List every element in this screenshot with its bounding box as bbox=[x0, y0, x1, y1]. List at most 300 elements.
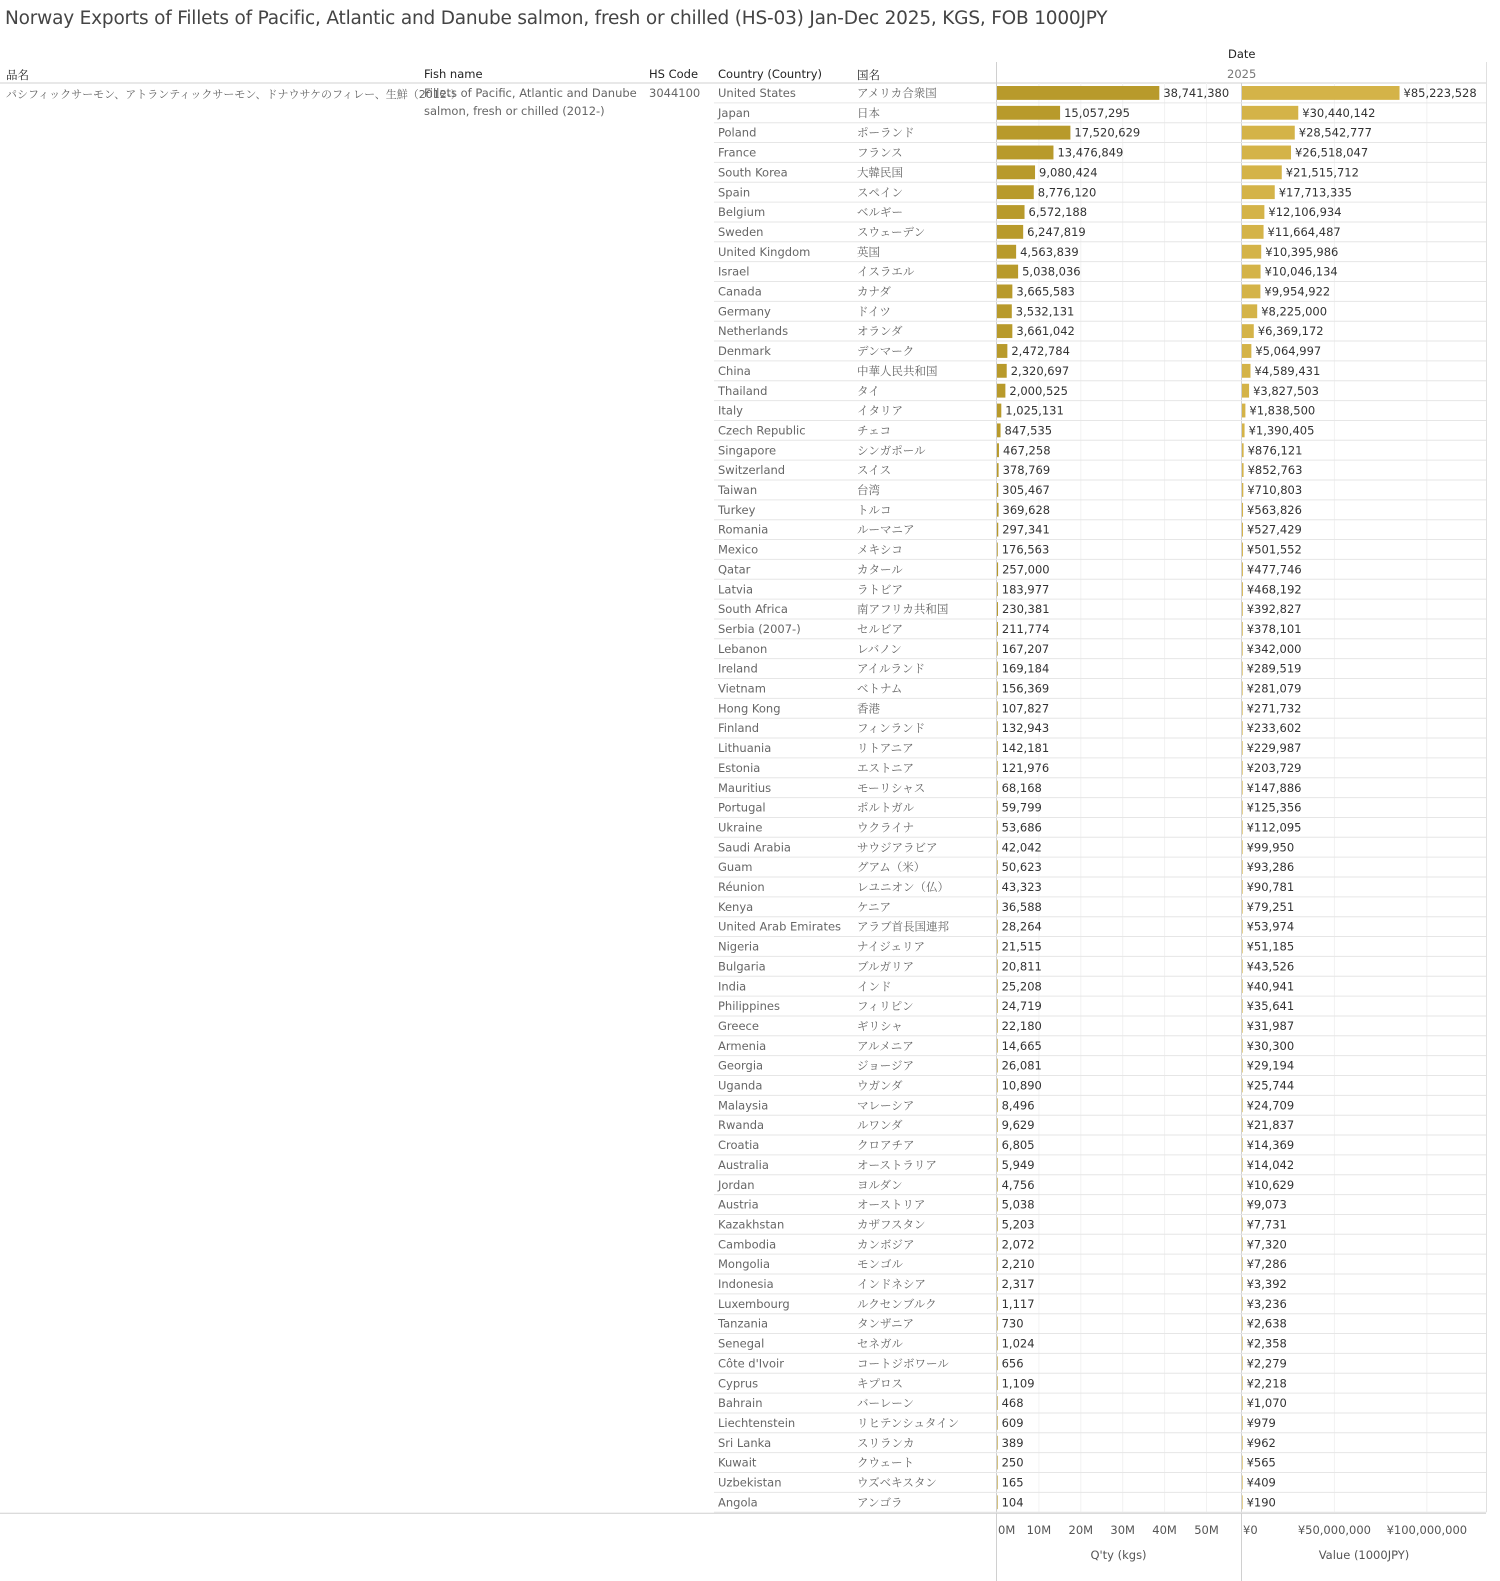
country-name-ja: タンザニア bbox=[857, 1316, 915, 1331]
qty-bar-label: 15,057,295 bbox=[1064, 105, 1130, 120]
value-bar bbox=[1242, 860, 1243, 874]
value-bar bbox=[1242, 940, 1243, 954]
value-bar-label: ¥43,526 bbox=[1246, 959, 1295, 974]
value-bar bbox=[1242, 1495, 1243, 1509]
value-bar bbox=[1242, 582, 1243, 596]
country-name-ja: エストニア bbox=[857, 760, 915, 775]
country-name-ja: ブルガリア bbox=[857, 959, 915, 974]
qty-bar bbox=[997, 602, 998, 616]
country-name: Lithuania bbox=[718, 741, 772, 756]
value-bar bbox=[1242, 265, 1261, 279]
value-bar-label: ¥203,729 bbox=[1246, 760, 1302, 775]
value-bar bbox=[1242, 1257, 1243, 1271]
country-name-ja: タイ bbox=[857, 383, 880, 398]
country-name-ja: スペイン bbox=[857, 185, 903, 200]
qty-bar bbox=[997, 304, 1012, 318]
value-bar-label: ¥90,781 bbox=[1246, 880, 1295, 894]
qty-bar-label: 468 bbox=[1001, 1396, 1024, 1411]
value-bar bbox=[1242, 1456, 1243, 1470]
country-name-ja: セルビア bbox=[857, 621, 903, 636]
country-name: Lebanon bbox=[718, 641, 768, 656]
value-bar bbox=[1242, 1138, 1243, 1152]
qty-axis-tick: 30M bbox=[1110, 1523, 1135, 1538]
qty-bar-label: 165 bbox=[1001, 1475, 1024, 1490]
value-bar-label: ¥852,763 bbox=[1247, 463, 1303, 478]
country-name: Poland bbox=[718, 125, 757, 140]
value-bar-label: ¥12,106,934 bbox=[1268, 205, 1342, 220]
qty-bar-label: 378,769 bbox=[1002, 463, 1051, 478]
country-name-ja: モーリシャス bbox=[857, 780, 926, 795]
value-bar-label: ¥10,629 bbox=[1246, 1177, 1295, 1192]
country-name-ja: ウガンダ bbox=[857, 1078, 903, 1093]
qty-bar bbox=[997, 1317, 998, 1331]
country-name-ja: ベルギー bbox=[857, 205, 903, 220]
value-bar bbox=[1242, 920, 1243, 934]
qty-bar-label: 847,535 bbox=[1004, 423, 1053, 438]
country-name-ja: リヒテンシュタイン bbox=[857, 1415, 960, 1430]
qty-bar bbox=[997, 205, 1025, 219]
country-name: Armenia bbox=[718, 1038, 767, 1053]
qty-bar bbox=[997, 880, 998, 894]
value-bar-label: ¥233,602 bbox=[1246, 721, 1302, 736]
qty-bar bbox=[997, 1039, 998, 1053]
qty-axis-title: Q'ty (kgs) bbox=[1090, 1548, 1147, 1563]
value-bar-label: ¥26,518,047 bbox=[1295, 145, 1369, 160]
country-name: South Africa bbox=[718, 602, 788, 617]
qty-bar-label: 42,042 bbox=[1001, 840, 1042, 855]
value-bar-label: ¥10,046,134 bbox=[1264, 264, 1338, 279]
qty-bar bbox=[997, 344, 1007, 358]
qty-bar-label: 1,025,131 bbox=[1005, 403, 1064, 418]
qty-bar-label: 467,258 bbox=[1002, 443, 1051, 458]
country-name: Mexico bbox=[718, 542, 759, 557]
qty-bar-label: 167,207 bbox=[1001, 641, 1050, 656]
country-name-ja: ウズベキスタン bbox=[857, 1475, 937, 1490]
country-name: Italy bbox=[718, 403, 743, 418]
qty-bar-label: 5,203 bbox=[1001, 1217, 1035, 1232]
qty-bar-label: 50,623 bbox=[1001, 860, 1042, 875]
value-bar bbox=[1242, 463, 1244, 477]
qty-bar-label: 3,532,131 bbox=[1015, 304, 1075, 319]
value-bar-label: ¥1,070 bbox=[1246, 1396, 1287, 1411]
qty-bar bbox=[997, 285, 1012, 299]
qty-bar-label: 59,799 bbox=[1001, 800, 1042, 815]
country-name-ja: レユニオン（仏） bbox=[857, 880, 949, 894]
value-bar-label: ¥342,000 bbox=[1246, 641, 1302, 656]
qty-bar bbox=[997, 1337, 998, 1351]
qty-bar bbox=[997, 463, 999, 477]
qty-bar bbox=[997, 1098, 998, 1112]
qty-bar-label: 2,320,697 bbox=[1010, 363, 1070, 378]
country-name: Mongolia bbox=[718, 1257, 771, 1272]
country-name: Singapore bbox=[718, 443, 777, 458]
country-name: Indonesia bbox=[718, 1277, 774, 1291]
value-bar-label: ¥99,950 bbox=[1246, 840, 1295, 855]
qty-bar bbox=[997, 999, 998, 1013]
value-bar bbox=[1242, 1198, 1243, 1212]
country-name: Mauritius bbox=[718, 780, 772, 795]
value-bar-label: ¥271,732 bbox=[1246, 701, 1302, 716]
value-bar-label: ¥31,987 bbox=[1246, 1018, 1295, 1033]
value-bar bbox=[1242, 1178, 1243, 1192]
value-bar-label: ¥17,713,335 bbox=[1278, 185, 1352, 200]
value-bar-label: ¥979 bbox=[1246, 1415, 1276, 1430]
qty-bar bbox=[997, 225, 1023, 239]
product-fish-name-line2: salmon, fresh or chilled (2012-) bbox=[424, 104, 605, 118]
qty-bar bbox=[997, 1178, 998, 1192]
qty-bar-label: 211,774 bbox=[1001, 621, 1050, 636]
country-name: United Arab Emirates bbox=[718, 919, 842, 934]
qty-bar bbox=[997, 483, 998, 497]
country-name: Bulgaria bbox=[718, 959, 766, 974]
country-name: Spain bbox=[718, 185, 751, 200]
country-name: Hong Kong bbox=[718, 701, 781, 716]
country-name-ja: オーストラリア bbox=[857, 1157, 937, 1172]
country-name: Belgium bbox=[718, 205, 766, 220]
qty-axis-tick: 10M bbox=[1026, 1523, 1052, 1538]
page-title: Norway Exports of Fillets of Pacific, Atlantic and Danube salmon, fresh or chilled (HS-03) Jan-Dec 2025, KGS, FOB 1000JPY bbox=[5, 8, 1108, 29]
country-name: India bbox=[718, 979, 747, 994]
value-bar bbox=[1242, 503, 1243, 517]
country-name: Portugal bbox=[718, 800, 766, 815]
qty-bar-label: 2,472,784 bbox=[1011, 344, 1070, 359]
country-name: Saudi Arabia bbox=[718, 840, 791, 855]
value-bar-label: ¥710,803 bbox=[1247, 483, 1303, 497]
value-bar-label: ¥147,886 bbox=[1246, 780, 1302, 795]
qty-bar-label: 5,038 bbox=[1001, 1197, 1035, 1212]
country-name: Romania bbox=[718, 522, 769, 537]
qty-bar bbox=[997, 1396, 998, 1410]
qty-bar-label: 8,776,120 bbox=[1037, 185, 1097, 200]
value-bar-label: ¥35,641 bbox=[1246, 999, 1295, 1014]
value-bar-label: ¥2,638 bbox=[1246, 1316, 1287, 1331]
qty-bar bbox=[997, 1138, 998, 1152]
country-name-ja: ケニア bbox=[857, 899, 892, 914]
country-name: Georgia bbox=[718, 1058, 764, 1073]
qty-bar-label: 22,180 bbox=[1001, 1018, 1042, 1033]
value-bar-label: ¥7,731 bbox=[1246, 1217, 1287, 1232]
value-bar bbox=[1242, 443, 1244, 457]
value-bar-label: ¥9,954,922 bbox=[1264, 284, 1331, 299]
value-bar bbox=[1242, 721, 1243, 735]
value-bar-label: ¥30,440,142 bbox=[1302, 105, 1376, 120]
country-name-ja: ウクライナ bbox=[857, 820, 915, 835]
value-bar bbox=[1242, 1297, 1243, 1311]
qty-bar-label: 1,109 bbox=[1001, 1376, 1035, 1391]
country-name: Qatar bbox=[718, 562, 751, 577]
country-name-ja: ラトビア bbox=[857, 582, 903, 597]
country-name: Malaysia bbox=[718, 1098, 769, 1113]
qty-bar-label: 10,890 bbox=[1001, 1078, 1042, 1093]
qty-bar-label: 4,756 bbox=[1001, 1177, 1035, 1192]
value-bar-label: ¥11,664,487 bbox=[1267, 224, 1341, 239]
qty-bar-label: 25,208 bbox=[1001, 979, 1042, 994]
value-bar-label: ¥3,392 bbox=[1246, 1277, 1287, 1291]
country-name-ja: ルーマニア bbox=[857, 522, 915, 537]
qty-bar bbox=[997, 801, 998, 815]
country-name: Liechtenstein bbox=[718, 1415, 796, 1430]
qty-bar-label: 183,977 bbox=[1001, 582, 1050, 597]
country-name-ja: 日本 bbox=[857, 105, 880, 120]
country-name-ja: 香港 bbox=[857, 701, 880, 716]
country-name: Réunion bbox=[718, 880, 765, 894]
value-bar-label: ¥2,358 bbox=[1246, 1336, 1287, 1351]
qty-bar bbox=[997, 622, 998, 636]
header-hs-code[interactable]: HS Code bbox=[649, 67, 699, 81]
qty-bar-label: 369,628 bbox=[1002, 502, 1051, 517]
value-bar bbox=[1242, 1376, 1243, 1390]
country-name-ja: チェコ bbox=[857, 423, 892, 438]
country-name: Guam bbox=[718, 860, 753, 875]
value-bar-label: ¥2,218 bbox=[1246, 1376, 1287, 1391]
country-name: Czech Republic bbox=[718, 423, 806, 438]
value-bar-label: ¥9,073 bbox=[1246, 1197, 1287, 1212]
country-name-ja: オーストリア bbox=[857, 1197, 926, 1212]
country-name-ja: キプロス bbox=[857, 1376, 903, 1391]
qty-bar bbox=[997, 1416, 998, 1430]
value-bar bbox=[1242, 840, 1243, 854]
country-name-ja: 台湾 bbox=[857, 483, 880, 497]
country-name: Germany bbox=[718, 304, 771, 319]
qty-bar bbox=[997, 543, 998, 557]
qty-bar-label: 14,665 bbox=[1001, 1038, 1042, 1053]
country-name: Latvia bbox=[718, 582, 754, 597]
qty-bar-label: 1,117 bbox=[1001, 1296, 1035, 1311]
qty-bar-label: 176,563 bbox=[1001, 542, 1050, 557]
qty-bar-label: 3,665,583 bbox=[1016, 284, 1075, 299]
qty-bar bbox=[997, 1118, 998, 1132]
value-bar bbox=[1242, 801, 1243, 815]
country-name: Nigeria bbox=[718, 939, 760, 954]
country-name: Netherlands bbox=[718, 324, 789, 339]
value-bar-label: ¥79,251 bbox=[1246, 899, 1295, 914]
qty-bar-label: 730 bbox=[1001, 1316, 1024, 1331]
qty-bar-label: 2,317 bbox=[1001, 1277, 1035, 1291]
qty-bar bbox=[997, 1297, 998, 1311]
country-name: Cambodia bbox=[718, 1237, 777, 1252]
country-name-ja: ジョージア bbox=[857, 1058, 915, 1073]
country-name-ja: ルワンダ bbox=[857, 1118, 903, 1133]
value-bar-label: ¥565 bbox=[1246, 1455, 1276, 1470]
qty-bar-label: 132,943 bbox=[1001, 721, 1050, 736]
country-name: Uzbekistan bbox=[718, 1475, 782, 1490]
qty-bar bbox=[997, 1356, 998, 1370]
value-bar bbox=[1242, 523, 1243, 537]
value-bar bbox=[1242, 1317, 1243, 1331]
qty-bar-label: 305,467 bbox=[1002, 483, 1050, 497]
country-name: Turkey bbox=[718, 502, 756, 517]
value-axis-tick: ¥50,000,000 bbox=[1297, 1523, 1372, 1538]
value-bar bbox=[1242, 304, 1257, 318]
qty-bar bbox=[997, 662, 998, 676]
qty-bar-label: 156,369 bbox=[1001, 681, 1050, 696]
qty-bar bbox=[997, 1019, 998, 1033]
qty-axis-tick: 40M bbox=[1152, 1523, 1177, 1538]
qty-bar bbox=[997, 1277, 998, 1291]
qty-bar-label: 20,811 bbox=[1001, 959, 1042, 974]
value-bar-label: ¥876,121 bbox=[1247, 443, 1303, 458]
qty-bar bbox=[997, 741, 998, 755]
value-bar bbox=[1242, 642, 1243, 656]
value-bar bbox=[1242, 1356, 1243, 1370]
value-bar bbox=[1242, 602, 1243, 616]
value-bar bbox=[1242, 880, 1243, 894]
country-name: South Korea bbox=[718, 165, 788, 180]
value-bar bbox=[1242, 1158, 1243, 1172]
value-bar bbox=[1242, 404, 1245, 418]
country-name: Vietnam bbox=[718, 681, 766, 696]
value-bar bbox=[1242, 165, 1282, 179]
value-bar-label: ¥24,709 bbox=[1246, 1098, 1295, 1113]
value-bar bbox=[1242, 1098, 1243, 1112]
qty-bar-label: 297,341 bbox=[1002, 522, 1050, 537]
qty-bar-label: 609 bbox=[1001, 1415, 1024, 1430]
value-bar-label: ¥51,185 bbox=[1246, 939, 1295, 954]
qty-bar-label: 3,661,042 bbox=[1016, 324, 1075, 339]
header-hinmei[interactable]: 品名 bbox=[6, 68, 29, 82]
value-bar bbox=[1242, 1476, 1243, 1490]
qty-bar bbox=[997, 1237, 998, 1251]
qty-bar bbox=[997, 761, 998, 775]
country-name-ja: スイス bbox=[857, 463, 892, 478]
country-name: Taiwan bbox=[718, 483, 758, 497]
qty-bar bbox=[997, 721, 998, 735]
value-bar-label: ¥40,941 bbox=[1246, 979, 1295, 994]
value-bar bbox=[1242, 622, 1243, 636]
qty-bar bbox=[997, 265, 1018, 279]
value-bar-label: ¥501,552 bbox=[1246, 542, 1302, 557]
value-bar bbox=[1242, 662, 1243, 676]
header-country[interactable]: Country (Country) bbox=[718, 67, 822, 81]
country-name-ja: フィンランド bbox=[857, 721, 926, 736]
value-bar bbox=[1242, 384, 1249, 398]
value-bar-label: ¥125,356 bbox=[1246, 800, 1302, 815]
country-name: Finland bbox=[718, 721, 760, 736]
qty-bar bbox=[997, 1059, 998, 1073]
header-kokumei[interactable]: 国名 bbox=[857, 68, 880, 82]
qty-bar-label: 169,184 bbox=[1001, 661, 1050, 676]
country-name: Switzerland bbox=[718, 463, 786, 478]
country-name-ja: 英国 bbox=[857, 244, 880, 259]
value-bar-label: ¥25,744 bbox=[1246, 1078, 1295, 1093]
value-bar-label: ¥93,286 bbox=[1246, 860, 1295, 875]
value-bar-label: ¥378,101 bbox=[1246, 621, 1302, 636]
value-bar-label: ¥289,519 bbox=[1246, 661, 1302, 676]
country-name: China bbox=[718, 363, 751, 378]
qty-bar bbox=[997, 1456, 998, 1470]
country-name: Angola bbox=[718, 1495, 758, 1510]
qty-bar bbox=[997, 920, 998, 934]
product-fish-name-line1: Fillets of Pacific, Atlantic and Danube bbox=[424, 86, 637, 100]
country-name-ja: カナダ bbox=[857, 284, 891, 299]
country-name-ja: フランス bbox=[857, 145, 903, 160]
qty-bar bbox=[997, 1436, 998, 1450]
qty-bar bbox=[997, 324, 1012, 338]
value-bar-label: ¥1,390,405 bbox=[1248, 423, 1315, 438]
qty-bar bbox=[997, 165, 1035, 179]
country-name-ja: トルコ bbox=[857, 502, 892, 517]
value-bar bbox=[1242, 245, 1261, 259]
value-bar-label: ¥3,236 bbox=[1246, 1296, 1287, 1311]
qty-bar-label: 6,572,188 bbox=[1028, 205, 1088, 220]
qty-axis-tick: 0M bbox=[998, 1523, 1016, 1538]
country-name-ja: 中華人民共和国 bbox=[857, 363, 938, 378]
country-name: Serbia (2007-) bbox=[718, 621, 801, 636]
qty-bar-label: 53,686 bbox=[1001, 820, 1042, 835]
header-year: 2025 bbox=[1227, 67, 1257, 81]
value-bar bbox=[1242, 1277, 1243, 1291]
country-name: Israel bbox=[718, 264, 750, 279]
header-fish-name[interactable]: Fish name bbox=[424, 67, 483, 81]
value-bar-label: ¥468,192 bbox=[1246, 582, 1302, 597]
qty-bar bbox=[997, 562, 998, 576]
value-bar bbox=[1242, 682, 1243, 696]
qty-bar-label: 26,081 bbox=[1001, 1058, 1042, 1073]
qty-bar-label: 230,381 bbox=[1001, 602, 1050, 617]
qty-bar-label: 2,210 bbox=[1001, 1257, 1035, 1272]
country-name: Senegal bbox=[718, 1336, 765, 1351]
qty-bar bbox=[997, 245, 1016, 259]
product-hs-code: 3044100 bbox=[649, 86, 701, 100]
value-bar-label: ¥112,095 bbox=[1246, 820, 1302, 835]
value-bar-label: ¥190 bbox=[1246, 1495, 1276, 1510]
qty-bar bbox=[997, 979, 998, 993]
value-bar-label: ¥3,827,503 bbox=[1253, 383, 1319, 398]
qty-bar-label: 13,476,849 bbox=[1057, 145, 1124, 160]
value-bar-label: ¥281,079 bbox=[1246, 681, 1302, 696]
country-name-ja: モンゴル bbox=[857, 1257, 903, 1272]
country-name-ja: バーレーン bbox=[857, 1396, 915, 1411]
value-bar-label: ¥2,279 bbox=[1246, 1356, 1287, 1371]
qty-bar bbox=[997, 1198, 998, 1212]
qty-bar bbox=[997, 423, 1001, 437]
country-name-ja: フィリピン bbox=[857, 999, 914, 1014]
country-name: Tanzania bbox=[718, 1316, 769, 1331]
qty-bar bbox=[997, 860, 998, 874]
value-bar-label: ¥6,369,172 bbox=[1257, 324, 1324, 339]
value-bar-label: ¥5,064,997 bbox=[1255, 344, 1322, 359]
qty-bar-label: 250 bbox=[1001, 1455, 1024, 1470]
qty-bar bbox=[997, 940, 998, 954]
qty-bar-label: 6,805 bbox=[1001, 1138, 1035, 1153]
qty-bar-label: 107,827 bbox=[1001, 701, 1050, 716]
country-name: Kuwait bbox=[718, 1455, 757, 1470]
country-name: Bahrain bbox=[718, 1396, 763, 1411]
qty-bar-label: 6,247,819 bbox=[1027, 224, 1086, 239]
qty-bar-label: 8,496 bbox=[1001, 1098, 1035, 1113]
country-name-ja: ポーランド bbox=[857, 125, 915, 140]
value-bar-label: ¥30,300 bbox=[1246, 1038, 1295, 1053]
value-bar bbox=[1242, 185, 1275, 199]
value-bar-label: ¥8,225,000 bbox=[1261, 304, 1328, 319]
value-bar bbox=[1242, 741, 1243, 755]
qty-bar-label: 142,181 bbox=[1001, 741, 1050, 756]
qty-bar bbox=[997, 1257, 998, 1271]
value-bar bbox=[1242, 701, 1243, 715]
qty-bar bbox=[997, 781, 998, 795]
value-bar bbox=[1242, 1079, 1243, 1093]
qty-bar bbox=[997, 126, 1070, 140]
qty-bar bbox=[997, 840, 998, 854]
value-bar bbox=[1242, 1039, 1243, 1053]
qty-bar bbox=[997, 1495, 998, 1509]
qty-bar-label: 121,976 bbox=[1001, 760, 1050, 775]
value-bar bbox=[1242, 483, 1243, 497]
country-name-ja: イタリア bbox=[857, 403, 903, 418]
value-bar bbox=[1242, 344, 1251, 358]
country-name: Cyprus bbox=[718, 1376, 759, 1391]
country-name-ja: グアム（米） bbox=[857, 860, 926, 875]
